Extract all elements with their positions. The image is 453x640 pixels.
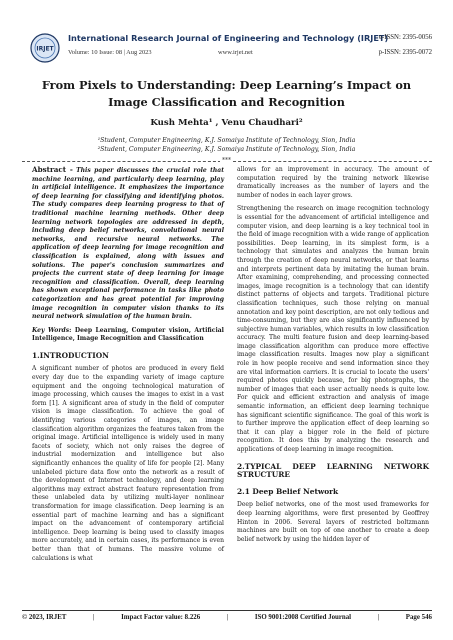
abstract-text: This paper discusses the crucial role that machine learning, and particularly deep learning, play in artificial intelligence. It emphasizes the importance of deep learning for classifying and identifying photos. The study compares deep learning progress to that of traditional machine learning methods. Other deep learning network topologies are addressed in depth, including deep belief networks, convolutional neural networks, and recursive neural networks. The application of deep learning for image recognition and classification is explained, along with issues and solutions. The paper's conclusion summarizes and projects the current state of deep learning for image recognition and classification. Overall, deep learning has shown exceptional performance in tasks like photo categorization and has great potential for improving image recognition in computer vision thanks to its neural network simulation of the human brain. (32, 167, 224, 321)
right-paragraph-1: allows for an improvement in accuracy. The amount of computation required by the training network likewise dramatically increases as the number of layers and the number of nodes in each layer grows. (237, 166, 429, 199)
introduction-text: A significant number of photos are produced in every field every day due to the expanding variety of image capture equipment and the ongoing technological maturation of image processing, which causes the images to exist in a vast form [1]. A significant area of study in the field of computer vision is image classification. To achieve the goal of identifying various categories of images, an image classification algorithm organizes the features taken from the original image. Artificial intelligence is widely used in many facets of society, which not only raises the degree of industrial modernization and intelligence but also significantly enhances the quality of life for people [2]. Many unlabeled picture data flow onto the network as a result of the development of Internet technology, and deep learning algorithms may extract abstract feature representation from these unlabeled data by utilizing multi-layer nonlinear transformation for image classification. Deep learning is an essential part of machine learning and has a significant impact on the advancement of contemporary artificial intelligence. Deep learning is being used to classify images more accurately, and in certain cases, its performance is even better than that of humans. The massive volume of calculations is what (32, 365, 224, 562)
footer-iso: ISO 9001:2008 Certified Journal (254, 614, 352, 621)
affiliation-2: ²Student, Computer Engineering, K.J. Somaiya Institute of Technology, Sion, India (97, 146, 356, 153)
journal-name: International Research Journal of Engineering and Technology (IRJET) (68, 33, 389, 43)
footer-divider (22, 610, 432, 611)
affiliation-1: ¹Student, Computer Engineering, K.J. Somaiya Institute of Technology, Sion, India (97, 137, 356, 144)
abstract-label: Abstract - (32, 165, 73, 174)
journal-website: www.irjet.net (218, 49, 253, 56)
right-paragraph-3: Deep belief networks, one of the most used frameworks for deep learning algorithms, were first presented by Geoffrey Hinton in 2006. Several layers of restricted boltzmann machines are built on top of one another to create a deep belief network by using the hidden layer of (237, 501, 429, 543)
right-paragraph-2: Strengthening the research on image recognition technology is essential for the advancement of artificial intelligence and computer vision, and deep learning is a key technical tool in the field of image recognition with a wide range of application possibilities. Deep learning, in its simplest form, is a technology that simulates and analyzes the human brain through the creation of deep neural networks, or that learns and interprets pertinent data by imitating the human brain. After examining, comprehending, and processing connected images, image recognition is a technology that can identify distinct patterns of objects and targets. Traditional picture classification techniques, such those relying on manual annotation and key point description, are not only tedious and time-consuming, but they are also significantly influenced by subjective human variables, which results in low classification accuracy. The multi feature fusion and deep learning-based image classification algorithm can produce more effective image classification results. Images now play a significant role in how people receive and send information since they are vital information carriers. It is crucial to locate the users' required photos quickly because, for big photographs, the number of images that each user actually needs is quite low. For quick and efficient extraction and analysis of image semantic information, an efficient deep learning technique has significant scientific significance. The goal of this work is to further improve the application effect of deep learning so that it can play a bigger role in the field of picture recognition. It does this by analyzing the research and applications of deep learning in image recognition. (237, 205, 429, 453)
keywords-text: : Deep Learning, Computer vision, Artificial Intelligence, Image Recognition and Classification (32, 326, 224, 343)
separator-stars: *** (222, 157, 231, 164)
journal-header (30, 31, 430, 65)
footer-separator: | (377, 614, 380, 621)
e-issn: e-ISSN: 2395-0056 (378, 34, 432, 41)
irjet-logo (30, 33, 60, 63)
heading-word: NETWORK (383, 461, 429, 471)
keywords-label: Key Words (32, 326, 70, 334)
footer-copyright: © 2023, IRJET (22, 614, 67, 621)
footer-impact-factor: Impact Factor value: 8.226 (121, 614, 201, 621)
section-heading-structure: STRUCTURE (237, 470, 291, 480)
abstract (32, 166, 224, 322)
page-footer (22, 614, 432, 621)
footer-separator: | (92, 614, 95, 621)
footer-separator: | (226, 614, 229, 621)
section-heading-deep-belief-network: 2.1 Deep Belief Network (237, 486, 339, 496)
svg-text:IRJET: IRJET (36, 45, 54, 53)
keywords (32, 327, 224, 344)
footer-page-number: Page 546 (405, 614, 432, 621)
section-heading-introduction: 1.INTRODUCTION (32, 350, 109, 360)
heading-word: DEEP (292, 461, 316, 471)
left-column (32, 166, 224, 568)
heading-word: LEARNING (326, 461, 373, 471)
volume-issue: Volume: 10 Issue: 08 | Aug 2023 (68, 49, 152, 56)
p-issn: p-ISSN: 2395-0072 (378, 49, 432, 56)
heading-word: 2.TYPICAL (237, 461, 282, 471)
paper-title: From Pixels to Understanding: Deep Learning’s Impact on Image Classification and Recognition (41, 78, 412, 109)
right-column (237, 166, 429, 549)
author-list: Kush Mehta¹ , Venu Chaudhari² (150, 118, 303, 128)
